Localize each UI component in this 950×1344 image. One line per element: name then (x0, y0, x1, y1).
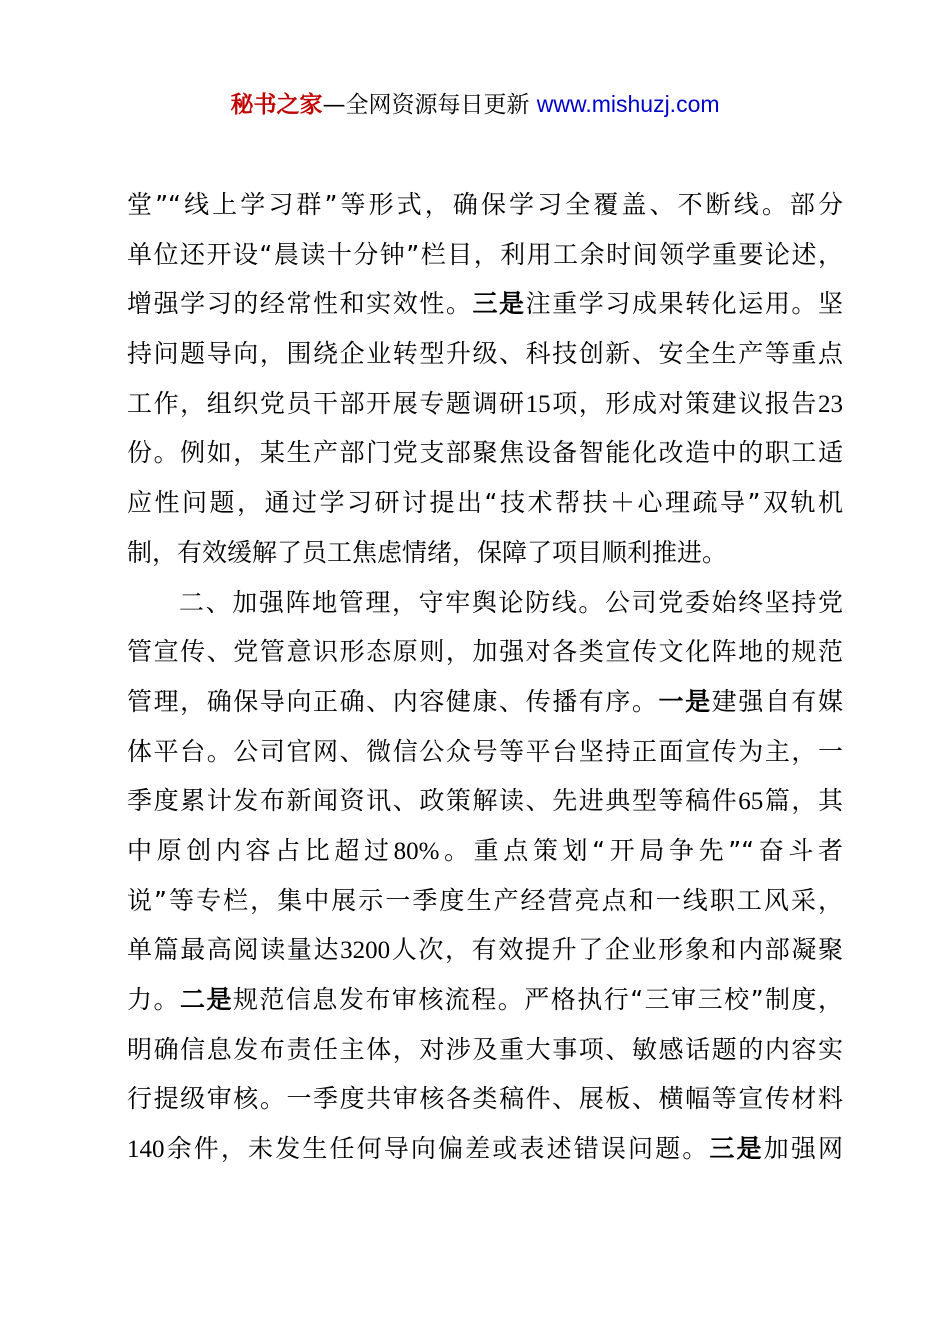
number-text: 65 (738, 788, 764, 816)
number-text: 80% (393, 837, 440, 865)
text-line (127, 478, 843, 528)
text-line (127, 975, 843, 1025)
text-line (127, 1074, 843, 1124)
text-line (127, 329, 843, 379)
text-line (127, 279, 843, 329)
emphasis-text: 二是 (179, 985, 233, 1014)
text-segment: 管理，确保导向正确、内容健康、传播有序。 (127, 686, 659, 716)
text-segment: 堂”“线上学习群”等形式，确保学习全覆盖、不断线。部分 (127, 190, 843, 219)
emphasis-text: 一是 (658, 686, 712, 716)
text-line (127, 727, 843, 777)
text-segment: 。重点策划“开局争先”“奋斗者 (439, 835, 843, 865)
text-segment: 余件，未发生任何导向偏差或表述错误问题。 (164, 1134, 710, 1164)
text-line (127, 677, 843, 727)
text-line (127, 627, 843, 677)
text-segment: 体平台。公司官网、微信公众号等平台坚持正面宣传为主，一 (127, 736, 843, 766)
text-segment: 建强自有媒 (711, 686, 843, 716)
text-line (127, 528, 843, 578)
text-segment: 项，形成对策建议报告 (550, 388, 818, 418)
text-segment: 二、加强阵地管理，守牢舆论防线。公司党委始终坚持党 (179, 587, 843, 617)
text-segment: 行提级审核。一季度共审核各类稿件、展板、横幅等宣传材料 (127, 1084, 843, 1114)
text-segment: 增强学习的经常性和实效性。 (127, 289, 473, 319)
text-segment: 力。 (127, 985, 180, 1014)
text-segment: 管宣传、党管意识形态原则，加强对各类宣传文化阵地的规范 (127, 637, 843, 667)
number-text: 15 (525, 390, 551, 418)
site-header (0, 86, 950, 123)
brand-name: 秘书之家 (230, 92, 323, 118)
text-line (127, 1124, 843, 1174)
site-url-link[interactable]: www.mishuzj.com (536, 91, 720, 117)
text-segment: 持问题导向，围绕企业转型升级、科技创新、安全生产等重点 (127, 339, 843, 369)
text-line (127, 230, 843, 280)
text-line (127, 180, 843, 230)
text-segment: 说”等专栏，集中展示一季度生产经营亮点和一线职工风采， (127, 885, 843, 915)
text-segment: 注重学习成果转化运用。坚 (525, 289, 843, 319)
text-segment: 份。例如，某生产部门党支部聚焦设备智能化改造中的职工适 (127, 438, 843, 468)
number-text: 140 (127, 1136, 165, 1164)
text-segment: 明确信息发布责任主体，对涉及重大事项、敏感话题的内容实 (127, 1034, 843, 1064)
emphasis-text: 三是 (709, 1134, 764, 1164)
document-body (127, 180, 843, 1174)
number-text: 3200 (340, 937, 391, 965)
text-segment: 篇，其 (763, 786, 843, 816)
text-segment: 单位还开设“晨读十分钟”栏目，利用工余时间领学重要论述， (127, 239, 843, 269)
header-dash: — (322, 92, 346, 118)
text-segment: 人次，有效提升了企业形象和内部凝聚 (390, 935, 843, 965)
text-segment: 中原创内容占比超过 (127, 835, 394, 865)
text-segment: 工作，组织党员干部开展专题调研 (127, 388, 526, 418)
header-tagline: 全网资源每日更新 (345, 92, 530, 118)
number-text: 23 (817, 390, 843, 418)
text-line (127, 876, 843, 926)
text-segment: 制，有效缓解了员工焦虑情绪，保障了项目顺利推进。 (127, 537, 728, 567)
text-segment: 单篇最高阅读量达 (127, 935, 341, 965)
text-segment: 应性问题，通过学习研讨提出“技术帮扶＋心理疏导”双轨机 (127, 488, 843, 518)
text-segment: 规范信息发布审核流程。严格执行“三审三校”制度， (232, 985, 843, 1014)
text-line (127, 1025, 843, 1075)
text-segment: 季度累计发布新闻资讯、政策解读、先进典型等稿件 (127, 786, 739, 816)
emphasis-text: 三是 (472, 289, 526, 319)
text-line (127, 826, 843, 876)
text-line (127, 776, 843, 826)
text-segment: 加强网 (763, 1134, 843, 1164)
text-line (127, 428, 843, 478)
text-line (127, 925, 843, 975)
text-line (127, 578, 843, 628)
text-line (127, 379, 843, 429)
